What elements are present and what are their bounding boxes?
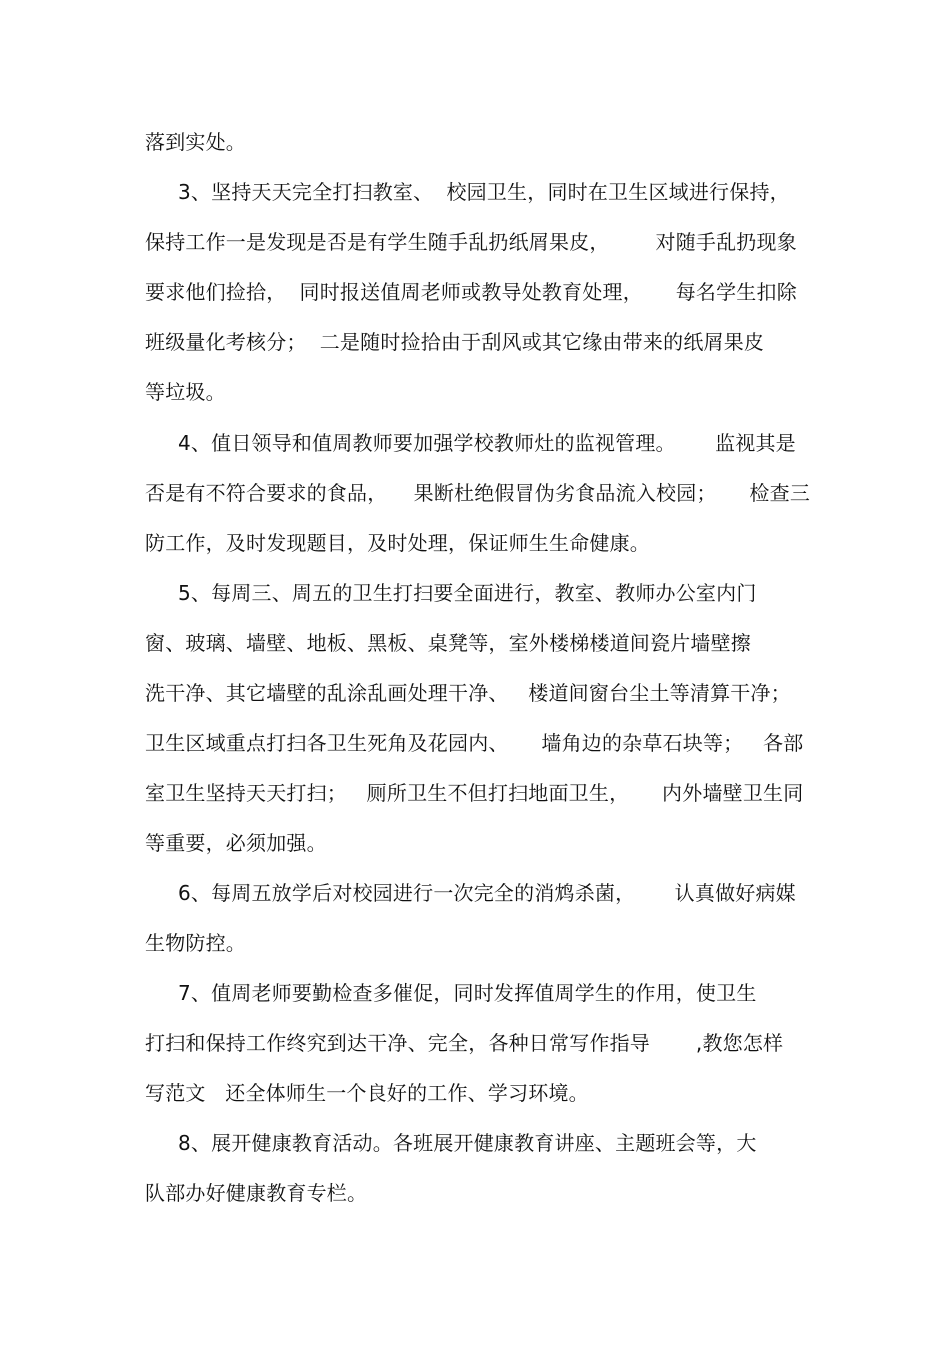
text-line: 室卫生坚持天天打扫； 厕所卫生不但打扫地面卫生， 内外墙壁卫生同	[145, 781, 804, 805]
text-line: 3、坚持天天完全打扫教室、 校园卫生，同时在卫生区域进行保持，	[178, 180, 790, 204]
text-line: 4、值日领导和值周教师要加强学校教师灶的监视管理。 监视其是	[178, 431, 796, 455]
text-line: 生物防控。	[145, 931, 246, 955]
text-line: 队部办好健康教育专栏。	[145, 1181, 368, 1205]
text-line: 等垃圾。	[145, 380, 226, 404]
text-line: 5、每周三、周五的卫生打扫要全面进行，教室、教师办公室内门	[178, 581, 757, 605]
text-line: 否是有不符合要求的食品， 果断杜绝假冒伪劣食品流入校园； 检查三	[145, 481, 811, 505]
text-line: 班级量化考核分； 二是随时捡拾由于刮风或其它缘由带来的纸屑果皮	[145, 330, 765, 354]
text-line: 要求他们捡拾， 同时报送值周老师或教导处教育处理， 每名学生扣除	[145, 280, 797, 304]
text-line: 卫生区域重点打扫各卫生死角及花园内、 墙角边的杂草石块等； 各部	[145, 731, 804, 755]
text-line: 8、展开健康教育活动。各班展开健康教育讲座、主题班会等，大	[178, 1131, 757, 1155]
text-line: 7、值周老师要勤检查多催促，同时发挥值周学生的作用，使卫生	[178, 981, 757, 1005]
text-line: 洗干净、其它墙壁的乱涂乱画处理干净、 楼道间窗台尘土等清算干净；	[145, 681, 791, 705]
text-line: 落到实处。	[145, 130, 246, 154]
text-line: 打扫和保持工作终究到达干净、完全，各种日常写作指导 ,教您怎样	[145, 1031, 784, 1055]
text-line: 6、每周五放学后对校园进行一次完全的消鸩杀菌， 认真做好病媒	[178, 881, 796, 905]
text-line: 防工作，及时发现题目，及时处理，保证师生生命健康。	[145, 531, 650, 555]
text-line: 保持工作一是发现是否是有学生随手乱扔纸屑果皮， 对随手乱扔现象	[145, 230, 797, 254]
text-line: 写范文 还全体师生一个良好的工作、学习环境。	[145, 1081, 589, 1105]
text-line: 等重要，必须加强。	[145, 831, 327, 855]
text-line: 窗、玻璃、墙壁、地板、黑板、桌凳等，室外楼梯楼道间瓷片墙壁擦	[145, 631, 751, 655]
